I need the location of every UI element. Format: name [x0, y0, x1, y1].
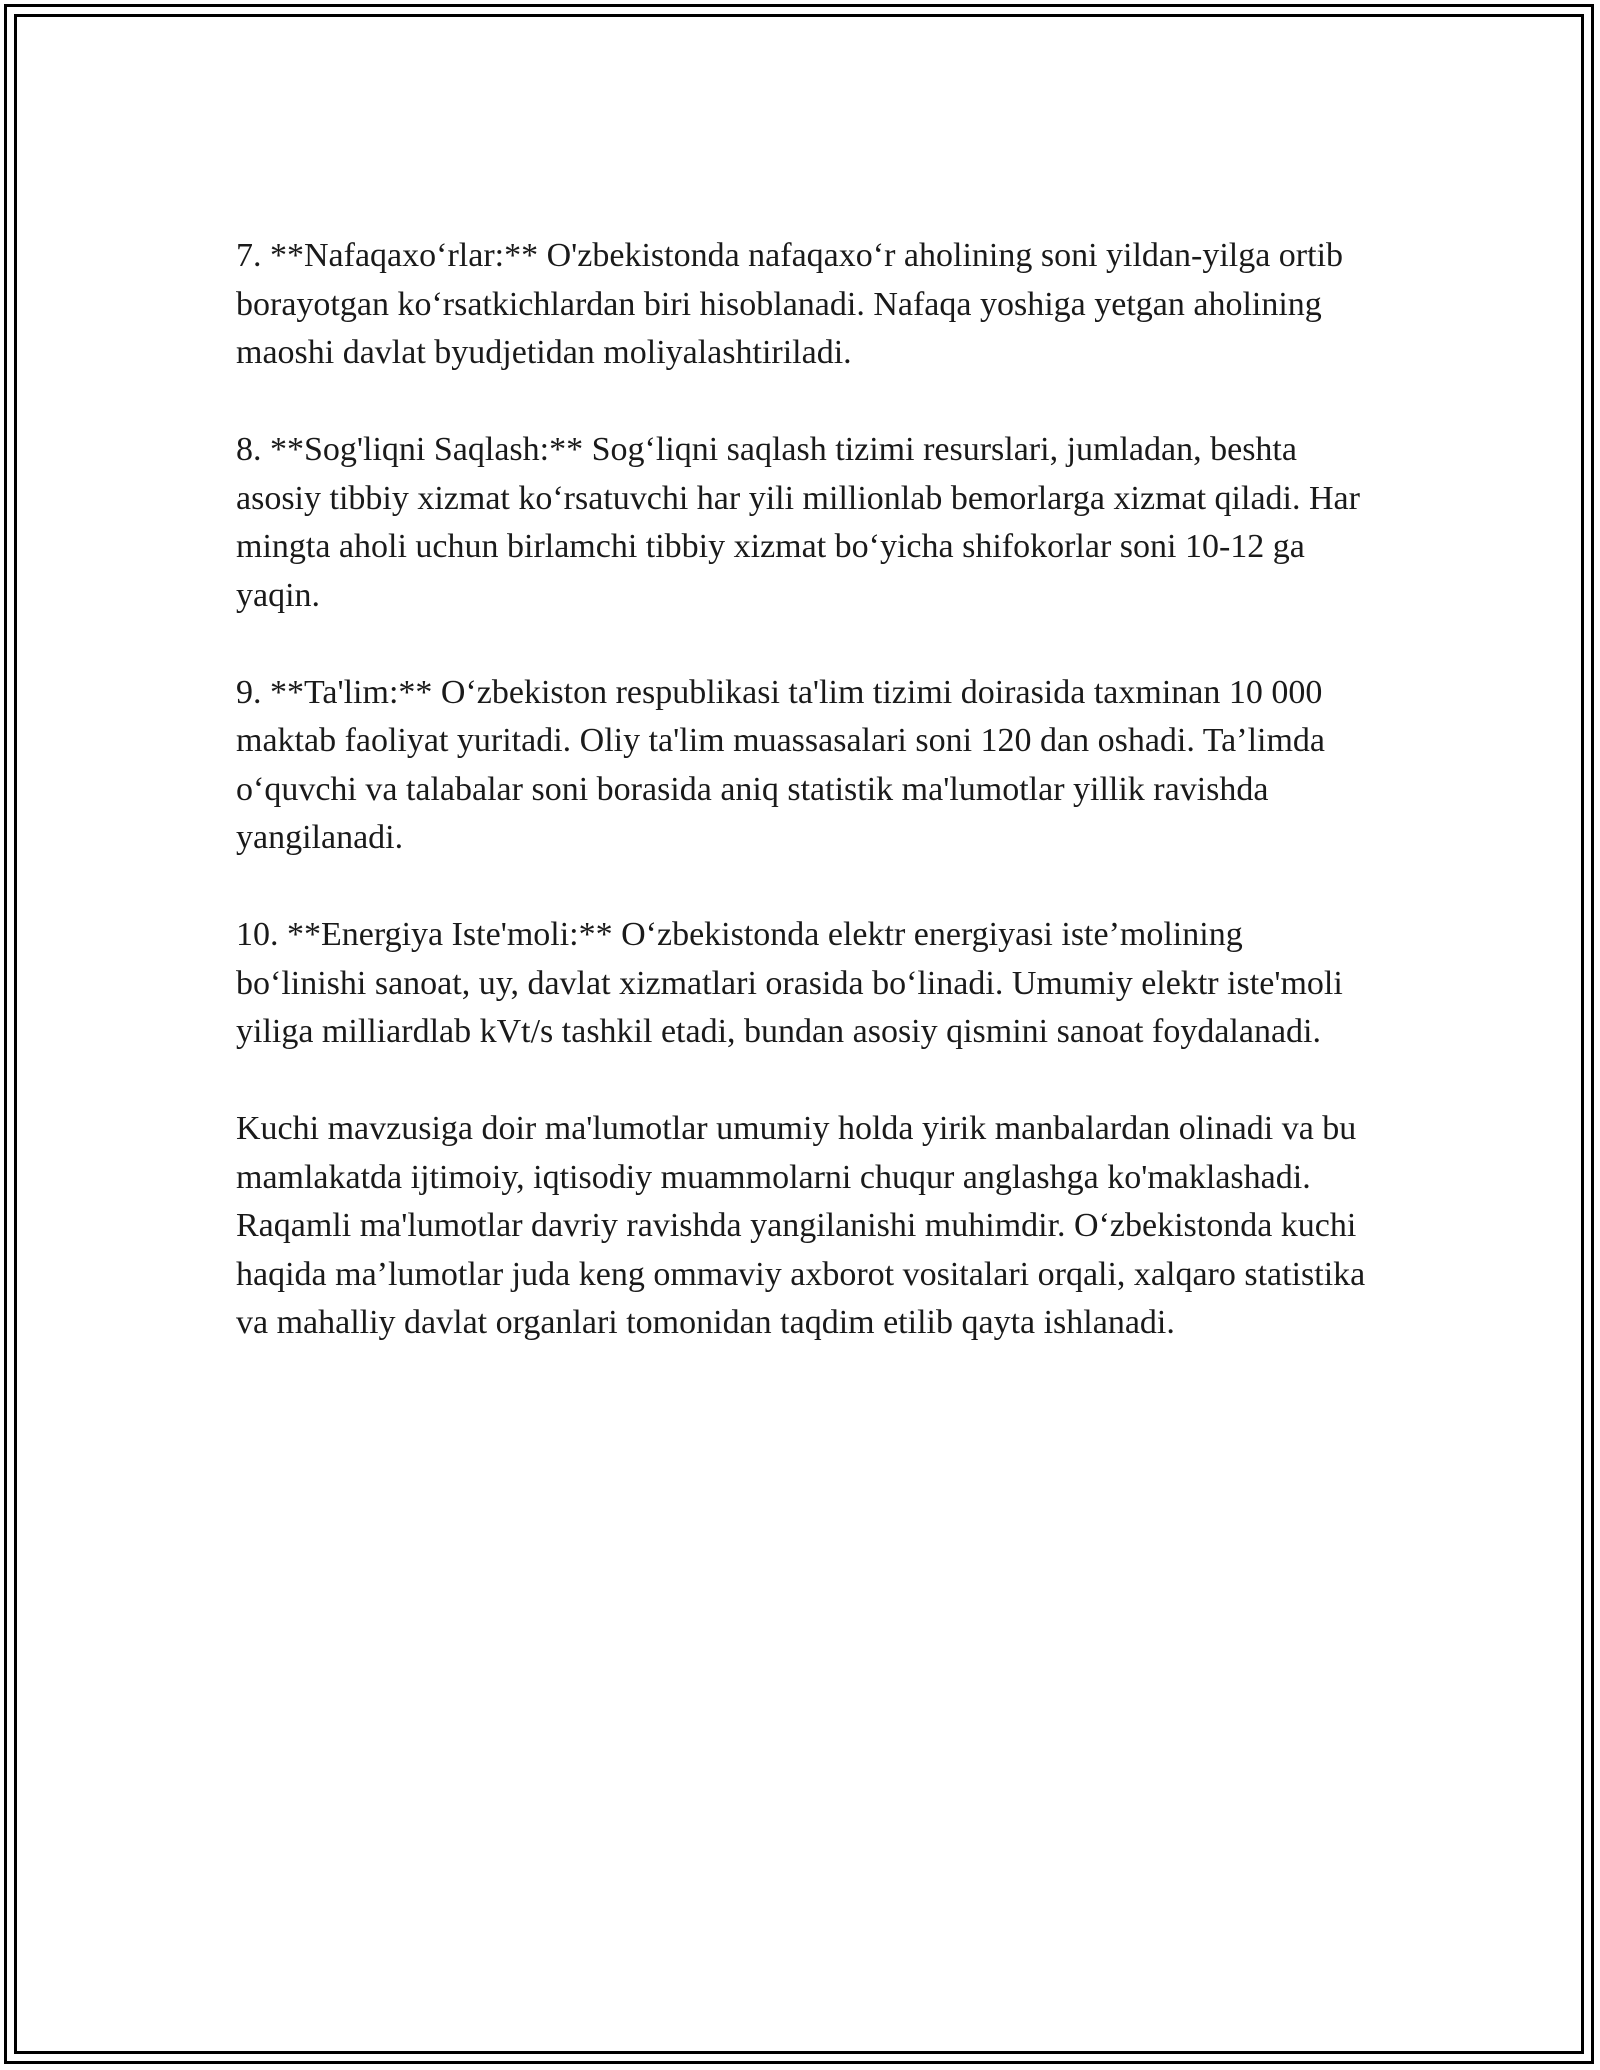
document-body [236, 232, 1376, 1396]
paragraph-education: 9. **Ta'lim:** O‘zbekiston respublikasi ta'lim tizimi doirasida taxminan 10 000 maktab faoliyat yuritadi. Oliy ta'lim muassasalari soni 120 dan oshadi. Ta’limda o‘quvchi va talabalar soni borasida aniq statistik ma'lumotlar yillik ravishda yangilanadi. [236, 673, 1325, 856]
paragraph-pensioners: 7. **Nafaqaxo‘rlar:** O'zbekistonda nafaqaxo‘r aholining soni yildan-yilga ortib borayotgan ko‘rsatkichlardan biri hisoblanadi. Nafaqa yoshiga yetgan aholining maoshi davlat byudjetidan moliyalashtiriladi. [236, 237, 1344, 371]
paragraph-conclusion: Kuchi mavzusiga doir ma'lumotlar umumiy holda yirik manbalardan olinadi va bu mamlakatda ijtimoiy, iqtisodiy muammolarni chuqur anglashga ko'maklashadi. Raqamli ma'lumotlar davriy ravishda yangilanishi muhimdir. O‘zbekistonda kuchi haqida ma’lumotlar juda keng ommaviy axborot vositalari orqali, xalqaro statistika va mahalliy davlat organlari tomonidan taqdim etilib qayta ishlanadi. [236, 1110, 1366, 1341]
paragraph-energy: 10. **Energiya Iste'moli:** O‘zbekistonda elektr energiyasi iste’molining bo‘linishi sanoat, uy, davlat xizmatlari orasida bo‘linadi. Umumiy elektr iste'moli yiliga milliardlab kVt/s tashkil etadi, bundan asosiy qismini sanoat foydalanadi. [236, 916, 1343, 1050]
paragraph-healthcare: 8. **Sog'liqni Saqlash:** Sog‘liqni saqlash tizimi resurslari, jumladan, beshta asosiy tibbiy xizmat ko‘rsatuvchi har yili millionlab bemorlarga xizmat qiladi. Har mingta aholi uchun birlamchi tibbiy xizmat bo‘yicha shifokorlar soni 10-12 ga yaqin. [236, 431, 1360, 614]
